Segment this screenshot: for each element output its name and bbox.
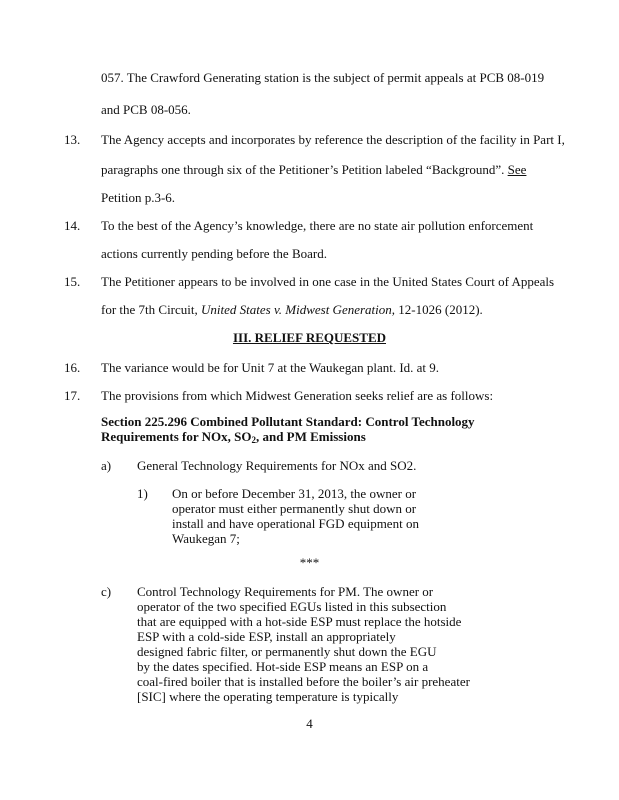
paragraph-14-number: 14. [64, 218, 81, 233]
paragraph-14-line-1: To the best of the Agency’s knowledge, there are no state air pollution enforcement [101, 218, 534, 233]
paragraph-16-number: 16. [64, 360, 81, 375]
item-c-label: c) [101, 584, 112, 599]
item-a1-line-2: operator must either permanently shut down or [172, 501, 417, 516]
paragraph-15-number: 15. [64, 274, 81, 289]
item-a-label: a) [101, 458, 112, 473]
paragraph-17-line-1: The provisions from which Midwest Generation seeks relief are as follows: [101, 388, 494, 403]
subscript-2: 2 [251, 435, 256, 445]
item-c-line-5: designed fabric filter, or permanently shut down the EGU [137, 644, 437, 659]
paragraph-13-number: 13. [64, 132, 81, 147]
item-c-line-8: [SIC] where the operating temperature is typically [137, 689, 399, 704]
paragraph-13-line-1: The Agency accepts and incorporates by reference the description of the facility in Part I, [101, 132, 565, 147]
paragraph-14-line-2: actions currently pending before the Board. [101, 246, 327, 261]
paragraph-15-line-1: The Petitioner appears to be involved in one case in the United States Court of Appeals [101, 274, 555, 289]
item-a1-label: 1) [137, 486, 148, 501]
item-a1-line-1: On or before December 31, 2013, the owner or [172, 486, 417, 501]
item-c-line-6: by the dates specified. Hot-side ESP means an ESP on a [137, 659, 429, 674]
section-title-line-1: Section 225.296 Combined Pollutant Standard: Control Technology [101, 414, 475, 429]
case-name: United States v. Midwest Generation, [201, 302, 396, 317]
item-a1-line-4: Waukegan 7; [172, 531, 240, 546]
section-title-line-2-text: Requirements for NOx, SO [101, 429, 252, 444]
paragraph-17-number: 17. [64, 388, 81, 403]
paragraph-15-line-2 [101, 302, 483, 318]
paragraph-12-line-2: and PCB 08-056. [101, 102, 191, 117]
paragraph-13-line-2 [101, 162, 526, 178]
section-heading: III. RELIEF REQUESTED [232, 330, 387, 345]
paragraph-15-line-2-text: for the 7th Circuit, [101, 302, 198, 317]
case-number: 12-1026 (2012). [398, 302, 483, 317]
see-citation: See [507, 162, 527, 177]
item-c-line-3: that are equipped with a hot-side ESP must replace the hotside [137, 614, 462, 629]
item-c-line-7: coal-fired boiler that is installed before the boiler’s air preheater [137, 674, 470, 689]
item-a-text: General Technology Requirements for NOx and SO2. [137, 458, 417, 473]
paragraph-13-line-3: Petition p.3-6. [101, 190, 176, 205]
page-number: 4 [306, 716, 313, 731]
item-c-line-4: ESP with a cold-side ESP, install an appropriately [137, 629, 396, 644]
paragraph-13-line-2-text: paragraphs one through six of the Petitioner’s Petition labeled “Background”. [101, 162, 505, 177]
item-c-line-2: operator of the two specified EGUs listed in this subsection [137, 599, 447, 614]
section-title-line-2-end: , and PM Emissions [255, 429, 366, 444]
section-title-line-2 [101, 429, 366, 448]
item-a1-line-3: install and have operational FGD equipment on [172, 516, 419, 531]
paragraph-16-line-1: The variance would be for Unit 7 at the Waukegan plant. Id. at 9. [101, 360, 440, 375]
item-c-line-1: Control Technology Requirements for PM. The owner or [137, 584, 434, 599]
omission-separator: *** [299, 555, 320, 570]
paragraph-12-line-1: 057. The Crawford Generating station is the subject of permit appeals at PCB 08-019 [101, 70, 545, 85]
